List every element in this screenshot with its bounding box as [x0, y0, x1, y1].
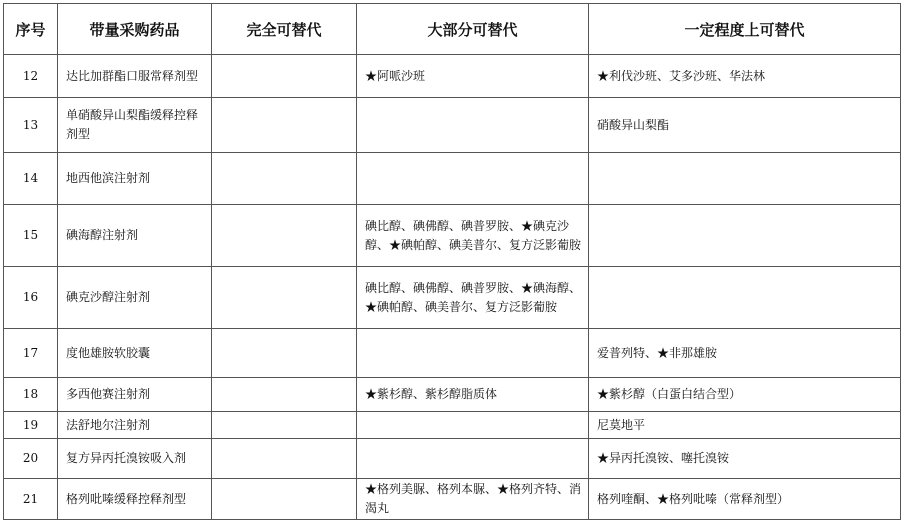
row-number: 19	[4, 412, 58, 439]
table-row	[4, 267, 901, 329]
table-row	[4, 439, 901, 479]
drug-name: 地西他滨注射剂	[58, 153, 212, 205]
header-drug: 带量采购药品	[58, 4, 212, 55]
partial-substitute: 爱普列特、★非那雄胺	[589, 329, 901, 378]
drug-substitution-table	[3, 3, 901, 520]
table-row	[4, 479, 901, 520]
partial-substitute: ★紫杉醇（白蛋白结合型）	[589, 378, 901, 412]
drug-name: 多西他赛注射剂	[58, 378, 212, 412]
most-substitute: ★格列美脲、格列本脲、★格列齐特、消渴丸	[357, 479, 589, 520]
drug-name: 法舒地尔注射剂	[58, 412, 212, 439]
table-row	[4, 329, 901, 378]
most-substitute	[357, 412, 589, 439]
partial-substitute	[589, 267, 901, 329]
full-substitute	[212, 55, 357, 98]
header-row	[4, 4, 901, 55]
drug-name: 单硝酸异山梨酯缓释控释剂型	[58, 98, 212, 153]
table-row	[4, 412, 901, 439]
table-row	[4, 378, 901, 412]
table-row	[4, 98, 901, 153]
row-number: 16	[4, 267, 58, 329]
drug-name: 复方异丙托溴铵吸入剂	[58, 439, 212, 479]
header-most: 大部分可替代	[357, 4, 589, 55]
full-substitute	[212, 439, 357, 479]
row-number: 18	[4, 378, 58, 412]
most-substitute	[357, 439, 589, 479]
partial-substitute	[589, 153, 901, 205]
row-number: 14	[4, 153, 58, 205]
partial-substitute	[589, 205, 901, 267]
full-substitute	[212, 479, 357, 520]
table-row	[4, 153, 901, 205]
header-full: 完全可替代	[212, 4, 357, 55]
row-number: 21	[4, 479, 58, 520]
full-substitute	[212, 378, 357, 412]
full-substitute	[212, 267, 357, 329]
most-substitute	[357, 98, 589, 153]
most-substitute	[357, 153, 589, 205]
header-partial: 一定程度上可替代	[589, 4, 901, 55]
table-row	[4, 55, 901, 98]
partial-substitute: 硝酸异山梨酯	[589, 98, 901, 153]
partial-substitute: ★异丙托溴铵、噻托溴铵	[589, 439, 901, 479]
most-substitute: 碘比醇、碘佛醇、碘普罗胺、★碘海醇、★碘帕醇、碘美普尔、复方泛影葡胺	[357, 267, 589, 329]
partial-substitute: ★利伐沙班、艾多沙班、华法林	[589, 55, 901, 98]
most-substitute: ★紫杉醇、紫杉醇脂质体	[357, 378, 589, 412]
drug-name: 度他雄胺软胶囊	[58, 329, 212, 378]
drug-name: 格列吡嗪缓释控释剂型	[58, 479, 212, 520]
full-substitute	[212, 412, 357, 439]
full-substitute	[212, 329, 357, 378]
full-substitute	[212, 153, 357, 205]
most-substitute: ★阿哌沙班	[357, 55, 589, 98]
table-row	[4, 205, 901, 267]
most-substitute	[357, 329, 589, 378]
row-number: 13	[4, 98, 58, 153]
full-substitute	[212, 205, 357, 267]
row-number: 17	[4, 329, 58, 378]
row-number: 15	[4, 205, 58, 267]
full-substitute	[212, 98, 357, 153]
row-number: 20	[4, 439, 58, 479]
drug-name: 碘克沙醇注射剂	[58, 267, 212, 329]
partial-substitute: 尼莫地平	[589, 412, 901, 439]
row-number: 12	[4, 55, 58, 98]
drug-name: 达比加群酯口服常释剂型	[58, 55, 212, 98]
drug-name: 碘海醇注射剂	[58, 205, 212, 267]
header-seq: 序号	[4, 4, 58, 55]
most-substitute: 碘比醇、碘佛醇、碘普罗胺、★碘克沙醇、★碘帕醇、碘美普尔、复方泛影葡胺	[357, 205, 589, 267]
partial-substitute: 格列喹酮、★格列吡嗪（常释剂型）	[589, 479, 901, 520]
